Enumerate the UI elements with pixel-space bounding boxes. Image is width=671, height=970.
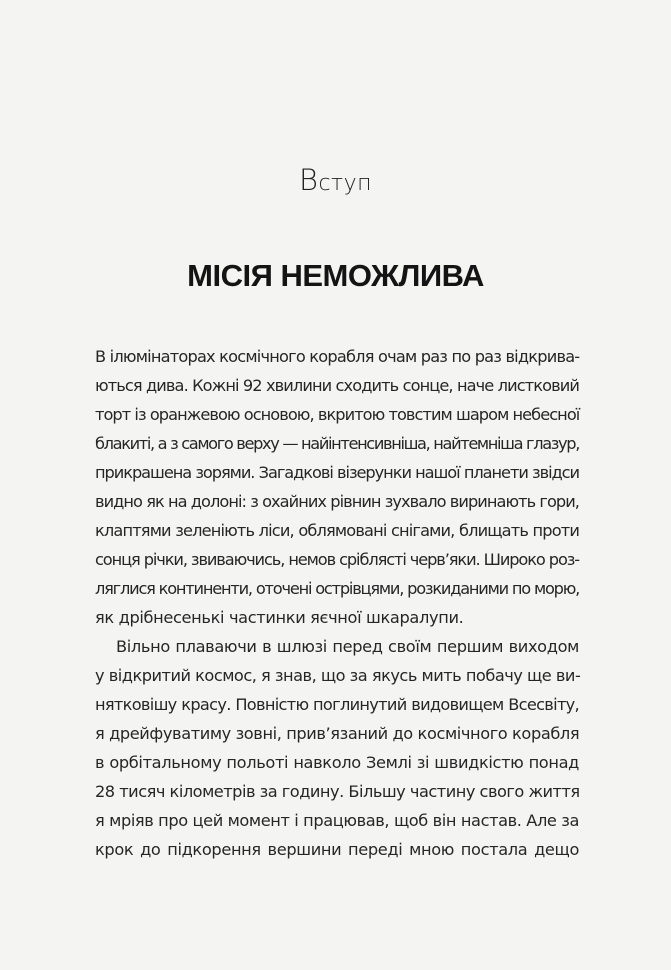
text-line: я дрейфуватиму зовні, прив’язаний до космічного корабля bbox=[95, 724, 580, 743]
chapter-title: МІСІЯ НЕМОЖЛИВА bbox=[187, 258, 484, 293]
text-line: торт із оранжевою основою, вкритою товстим шаром небесної bbox=[95, 405, 580, 424]
body-text bbox=[95, 342, 579, 864]
paragraph-1 bbox=[95, 342, 579, 632]
text-line: клаптями зеленіють ліси, облямовані снігами, блищать проти bbox=[95, 521, 579, 540]
text-line: у відкритий космос, я знав, що за якусь мить побачу ще ви- bbox=[95, 666, 581, 685]
text-line: Вільно плаваючи в шлюзі перед своїм першим виходом bbox=[116, 637, 579, 656]
paragraph-2 bbox=[95, 632, 579, 864]
text-line: ються дива. Кожні 92 хвилини сходить сонце, наче листковий bbox=[95, 376, 579, 395]
chapter-label-rest: ступ bbox=[318, 171, 373, 196]
text-line: ляглися континенти, оточені острівцями, розкиданими по морю, bbox=[95, 579, 580, 598]
text-line: блакиті, а з самого верху — найінтенсивніша, найтемніша глазур, bbox=[95, 434, 579, 453]
text-line: нятковішу красу. Повністю поглинутий видовищем Всесвіту, bbox=[95, 695, 579, 714]
text-line: В ілюмінаторах космічного корабля очам раз по раз відкрива- bbox=[95, 347, 580, 366]
text-line: видно як на долоні: з охайних рівнин зухвало виринають гори, bbox=[95, 492, 579, 511]
chapter-label bbox=[0, 163, 671, 197]
text-line: я мріяв про цей момент і працював, щоб він настав. Але за bbox=[95, 811, 579, 830]
text-line: сонця річки, звиваючись, немов сріблясті черв’яки. Широко роз- bbox=[95, 550, 579, 569]
chapter-label-initial: В bbox=[298, 163, 319, 197]
text-line: 28 тисяч кілометрів за годину. Більшу частину свого життя bbox=[95, 782, 580, 801]
text-line: як дрібнесенькі частинки яєчної шкаралупи. bbox=[95, 608, 464, 627]
text-line: прикрашена зорями. Загадкові візерунки нашої планети звідси bbox=[95, 463, 579, 482]
text-line: в орбітальному польоті навколо Землі зі швидкістю понад bbox=[95, 753, 579, 772]
text-line: крок до підкорення вершини переді мною постала дещо bbox=[95, 840, 579, 859]
